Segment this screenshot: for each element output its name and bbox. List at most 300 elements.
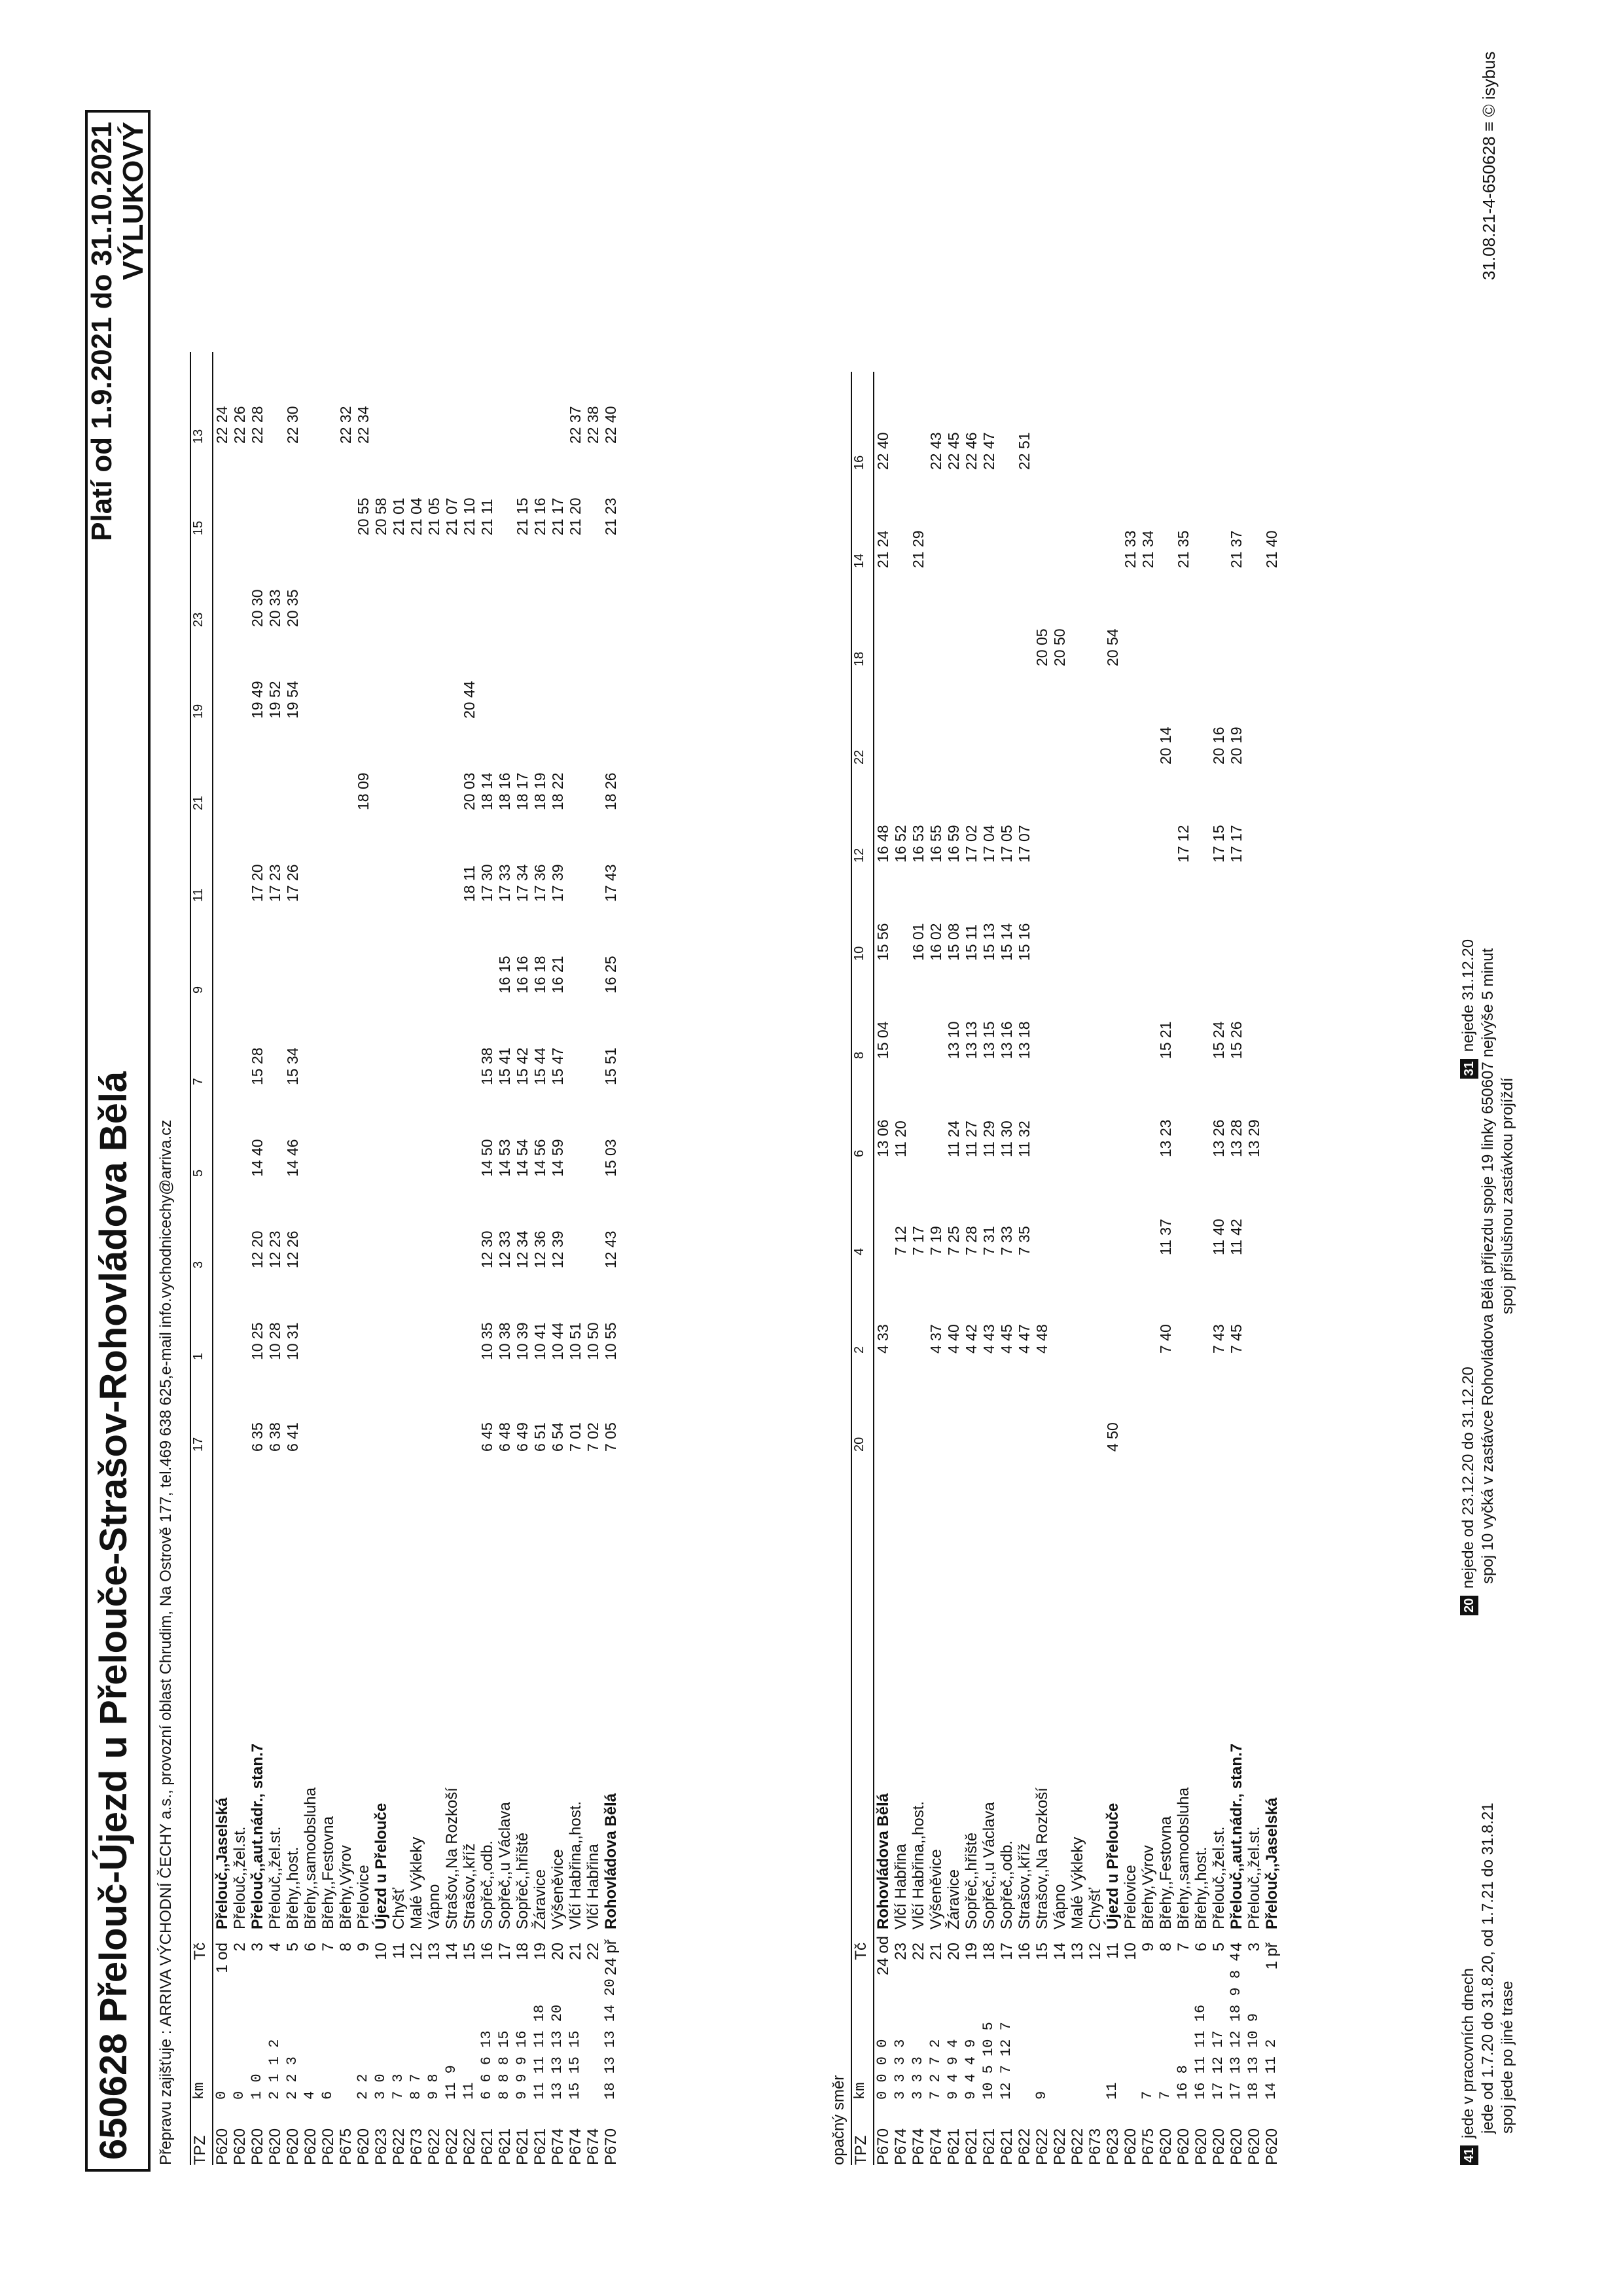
note-connection (1479, 948, 1497, 1584)
departure-time: 15 28 (249, 1047, 266, 1085)
tpz-cell: P674 (567, 2128, 584, 2165)
tc-cell: 2 (231, 1943, 249, 1952)
stop-name: Přelouč,,aut.nádr., stan.7 (1228, 1743, 1245, 1929)
departure-time: 7 19 (927, 1226, 944, 1255)
tpz-cell: P621 (514, 2128, 531, 2165)
km-cell: 8 8 8 15 (496, 2030, 512, 2100)
departure-time: 15 44 (531, 1047, 548, 1085)
note-text: spoj jede po jiné trase (1499, 1981, 1516, 2134)
stop-name: Břehy,Výrov (337, 1845, 355, 1929)
departure-time: 16 55 (927, 825, 944, 863)
departure-time: 20 35 (284, 589, 301, 627)
departure-time: 4 50 (1104, 1422, 1121, 1452)
departure-time: 20 33 (266, 589, 283, 627)
stop-name: Přelouč,,žel.st. (266, 1826, 284, 1929)
departure-time: 14 53 (496, 1139, 513, 1177)
departure-time: 17 02 (963, 825, 980, 863)
tpz-cell: P622 (1069, 2128, 1086, 2165)
stop-name: Újezd u Přelouče (1104, 1803, 1122, 1929)
stop-name: Rohovládova Bělá (874, 1793, 892, 1929)
km-cell: 11 9 (443, 2065, 459, 2100)
departure-time: 14 46 (284, 1139, 301, 1177)
tc-cell: 12 (408, 1943, 425, 1960)
departure-time: 10 55 (602, 1322, 619, 1360)
departure-time: 4 40 (945, 1324, 962, 1354)
note-new-year (1459, 939, 1478, 1079)
departure-time: 22 28 (249, 406, 266, 444)
tc-cell: 21 (927, 1943, 945, 1960)
note-text: spoj 10 vyčká v zastávce Rohovládova Bělá příjezdu spoje 19 linky 650607 nejvýše 5 minut (1479, 948, 1497, 1584)
departure-time: 22 24 (213, 406, 230, 444)
departure-time: 14 56 (531, 1139, 548, 1177)
km-cell: 15 15 15 (567, 2030, 583, 2100)
tpz-cell: P621 (998, 2128, 1016, 2165)
tc-cell: 3 (1245, 1943, 1263, 1952)
tpz-cell: P674 (584, 2128, 602, 2165)
note-text: jede od 1.7.20 do 31.8.20, od 1.7.21 do 31.8.21 (1479, 1803, 1497, 2134)
tpz-cell: P621 (963, 2128, 980, 2165)
departure-time: 16 21 (549, 956, 566, 994)
trip-number: 21 (191, 795, 205, 810)
tc-cell: 24 od (874, 1935, 892, 1975)
tpz-cell: P620 (1157, 2128, 1175, 2165)
trip-number: 18 (852, 651, 866, 666)
tc-cell: 5 (284, 1943, 302, 1952)
km-cell: 17 13 12 18 9 8 4 (1228, 1952, 1244, 2100)
km-cell: 12 7 12 7 (998, 2022, 1014, 2100)
tpz-header: TPZ (191, 2135, 209, 2165)
note-passes-through (1499, 1077, 1517, 1314)
departure-time: 21 34 (1139, 530, 1156, 568)
departure-time: 13 28 (1228, 1119, 1245, 1157)
stop-name: Sopřeč,,hřiště (514, 1832, 531, 1929)
departure-time: 11 37 (1157, 1219, 1174, 1255)
departure-time: 12 34 (514, 1230, 531, 1268)
table-header-row (851, 372, 874, 2165)
departure-time: 21 29 (910, 530, 927, 568)
stop-name: Břehy,,Festovna (1157, 1816, 1175, 1929)
stop-name: Přelovice (1122, 1865, 1139, 1929)
departure-time: 11 27 (963, 1121, 980, 1157)
departure-time: 6 38 (266, 1422, 283, 1452)
tc-cell: 16 (1016, 1943, 1033, 1960)
departure-time: 21 04 (408, 497, 425, 535)
stop-name: Břehy,,host. (1192, 1846, 1210, 1929)
departure-time: 18 26 (602, 772, 619, 810)
departure-time: 10 44 (549, 1322, 566, 1360)
departure-time: 15 24 (1210, 1021, 1227, 1059)
tpz-cell: P622 (390, 2128, 408, 2165)
km-cell: 16 11 11 16 (1192, 2004, 1209, 2100)
stop-name: Malé Výkleky (1069, 1837, 1086, 1929)
departure-time: 22 40 (874, 432, 891, 470)
km-cell: 9 (1033, 2090, 1050, 2100)
departure-time: 12 23 (266, 1230, 283, 1268)
departure-time: 10 51 (567, 1322, 584, 1360)
note-other-route (1499, 1981, 1517, 2134)
km-cell: 0 (213, 2090, 230, 2100)
departure-time: 7 45 (1228, 1324, 1245, 1354)
km-cell: 7 3 (390, 2073, 406, 2100)
tc-cell: 7 (1175, 1943, 1192, 1952)
tpz-cell: P675 (1139, 2128, 1157, 2165)
departure-time: 22 40 (602, 406, 619, 444)
trip-number: 20 (852, 1437, 866, 1452)
tpz-cell: P620 (1210, 2128, 1228, 2165)
tc-cell: 15 (1033, 1943, 1051, 1960)
departure-time: 17 23 (266, 864, 283, 902)
tpz-cell: P622 (443, 2128, 461, 2165)
tpz-cell: P670 (602, 2128, 620, 2165)
tpz-cell: P620 (249, 2128, 266, 2165)
tc-cell: 4 (1228, 1943, 1245, 1952)
note-text: nejede 31.12.20 (1459, 939, 1477, 1052)
km-cell: 4 (302, 2090, 318, 2100)
stop-name: Strašov,,Na Rozkoší (443, 1787, 461, 1929)
departure-time: 21 37 (1228, 530, 1245, 568)
stop-name: Přelouč,,žel.st. (231, 1826, 249, 1929)
departure-time: 17 36 (531, 864, 548, 902)
tpz-cell: P620 (213, 2128, 231, 2165)
tpz-cell: P620 (1228, 2128, 1245, 2165)
departure-time: 22 46 (963, 432, 980, 470)
km-cell: 14 11 2 (1263, 2039, 1279, 2100)
tc-cell: 12 (1086, 1943, 1104, 1960)
km-cell: 9 9 9 16 (514, 2030, 530, 2100)
tc-cell: 1 př (1263, 1943, 1281, 1970)
trip-number: 10 (852, 946, 866, 961)
tc-cell: 17 (998, 1943, 1016, 1960)
tpz-cell: P620 (1122, 2128, 1139, 2165)
tc-header: Tč (852, 1943, 870, 1960)
tc-cell: 18 (980, 1943, 998, 1960)
km-cell: 17 12 17 (1210, 2030, 1226, 2100)
departure-time: 21 10 (461, 497, 478, 535)
tc-cell: 23 (892, 1943, 910, 1960)
tc-header: Tč (191, 1943, 209, 1960)
departure-time: 13 15 (980, 1021, 997, 1059)
departure-time: 4 48 (1033, 1324, 1050, 1354)
departure-time: 17 07 (1016, 825, 1033, 863)
departure-time: 18 22 (549, 772, 566, 810)
departure-time: 22 47 (980, 432, 997, 470)
departure-time: 4 42 (963, 1324, 980, 1354)
departure-time: 13 26 (1210, 1119, 1227, 1157)
departure-time: 15 04 (874, 1021, 891, 1059)
departure-time: 21 35 (1175, 530, 1192, 568)
note-badge: 20 (1460, 1596, 1478, 1615)
departure-time: 17 17 (1228, 825, 1245, 863)
km-cell: 3 3 3 3 (892, 2039, 908, 2100)
departure-time: 20 03 (461, 772, 478, 810)
departure-time: 6 49 (514, 1422, 531, 1452)
departure-time: 21 05 (425, 497, 442, 535)
departure-time: 21 16 (531, 497, 548, 535)
departure-time: 17 04 (980, 825, 997, 863)
departure-time: 11 42 (1228, 1219, 1245, 1255)
stop-name: Výšeněvice (927, 1849, 945, 1929)
header-box (85, 110, 151, 2172)
departure-time: 21 24 (874, 530, 891, 568)
departure-time: 15 38 (478, 1047, 495, 1085)
tc-cell: 24 př (602, 1939, 620, 1975)
departure-time: 14 54 (514, 1139, 531, 1177)
note-text: nejede od 23.12.20 do 31.12.20 (1459, 1367, 1477, 1589)
departure-time: 15 34 (284, 1047, 301, 1085)
trip-number: 7 (191, 1077, 205, 1085)
km-cell: 7 (1139, 2090, 1156, 2100)
departure-time: 7 17 (910, 1226, 927, 1255)
tc-cell: 9 (355, 1943, 372, 1952)
departure-time: 7 05 (602, 1422, 619, 1452)
departure-time: 12 36 (531, 1230, 548, 1268)
stop-name: Žáravice (945, 1869, 963, 1929)
note-badge: 41 (1460, 2145, 1478, 2165)
departure-time: 22 34 (355, 406, 372, 444)
note-christmas (1459, 1367, 1478, 1615)
departure-time: 22 51 (1016, 432, 1033, 470)
departure-time: 22 32 (337, 406, 354, 444)
km-cell: 16 8 (1175, 2065, 1191, 2100)
trip-number: 15 (191, 520, 205, 535)
tc-cell: 4 (266, 1943, 284, 1952)
trip-number: 14 (852, 553, 866, 568)
note-text: spoj příslušnou zastávkou projíždí (1499, 1077, 1516, 1314)
tc-cell: 13 (1069, 1943, 1086, 1960)
departure-time: 16 53 (910, 825, 927, 863)
km-cell: 11 (461, 2082, 477, 2100)
stop-name: Vápno (425, 1884, 443, 1929)
departure-time: 16 18 (531, 956, 548, 994)
departure-time: 19 49 (249, 681, 266, 719)
tc-cell: 6 (302, 1943, 319, 1952)
km-cell: 0 (231, 2090, 247, 2100)
departure-time: 22 37 (567, 406, 584, 444)
departure-time: 19 52 (266, 681, 283, 719)
departure-time: 17 12 (1175, 825, 1192, 863)
stop-name: Přelouč,,Jaselská (1263, 1797, 1281, 1929)
departure-time: 20 14 (1157, 726, 1174, 764)
trip-number: 9 (191, 986, 205, 994)
tpz-cell: P620 (1175, 2128, 1192, 2165)
km-cell: 9 4 4 9 (963, 2039, 979, 2100)
departure-time: 17 05 (998, 825, 1015, 863)
departure-time: 16 25 (602, 956, 619, 994)
km-cell: 2 2 3 (284, 2056, 300, 2100)
departure-time: 17 39 (549, 864, 566, 902)
stop-name: Strašov,,kříž (1016, 1843, 1033, 1929)
departure-time: 16 02 (927, 923, 944, 961)
departure-time: 15 21 (1157, 1021, 1174, 1059)
stop-name: Újezd u Přelouče (372, 1803, 390, 1929)
trip-number: 3 (191, 1261, 205, 1268)
tc-cell: 1 od (213, 1943, 231, 1973)
departure-time: 17 43 (602, 864, 619, 902)
departure-time: 21 17 (549, 497, 566, 535)
tpz-cell: P674 (549, 2128, 567, 2165)
tc-cell: 5 (1210, 1943, 1228, 1952)
departure-time: 4 45 (998, 1324, 1015, 1354)
tpz-header: TPZ (852, 2135, 870, 2165)
tpz-cell: P620 (302, 2128, 319, 2165)
departure-time: 12 39 (549, 1230, 566, 1268)
km-cell: 7 (1157, 2090, 1173, 2100)
departure-time: 20 30 (249, 589, 266, 627)
departure-time: 12 30 (478, 1230, 495, 1268)
tpz-cell: P620 (355, 2128, 372, 2165)
stop-name: Přelovice (355, 1865, 372, 1929)
departure-time: 7 02 (584, 1422, 601, 1452)
km-cell: 9 4 9 4 (945, 2039, 961, 2100)
stop-name: Výšeněvice (549, 1849, 567, 1929)
departure-time: 15 16 (1016, 923, 1033, 961)
stop-name: Přelouč,,Jaselská (213, 1797, 231, 1929)
note-text: jede v pracovních dnech (1459, 1967, 1477, 2139)
operator-line: Přepravu zajišťuje : ARRIVA VÝCHODNÍ ČECHY a.s., provozní oblast Chrudim, Na Ostrově 177, tel.469 638 625,e-mail info.vychodnicechy@arriva.cz (157, 1119, 175, 2165)
tpz-cell: P623 (372, 2128, 390, 2165)
departure-time: 15 47 (549, 1047, 566, 1085)
tc-cell: 10 (1122, 1943, 1139, 1960)
departure-time: 11 40 (1210, 1219, 1227, 1255)
stop-name: Vlčí Habřina (892, 1844, 910, 1929)
trip-number: 6 (852, 1149, 866, 1157)
departure-time: 10 35 (478, 1322, 495, 1360)
stop-name: Strašov,,Na Rozkoší (1033, 1787, 1051, 1929)
tc-cell: 7 (319, 1943, 337, 1952)
departure-time: 4 37 (927, 1324, 944, 1354)
departure-time: 7 43 (1210, 1324, 1227, 1354)
stop-name: Žáravice (531, 1869, 549, 1929)
validity-block (86, 122, 149, 541)
departure-time: 18 17 (514, 772, 531, 810)
departure-time: 4 43 (980, 1324, 997, 1354)
km-cell: 2 2 (355, 2073, 371, 2100)
tc-cell: 11 (1104, 1943, 1122, 1959)
stop-name: Břehy,,samoobsluha (302, 1787, 319, 1929)
departure-time: 21 20 (567, 497, 584, 535)
tpz-cell: P621 (945, 2128, 963, 2165)
tc-cell: 3 (249, 1943, 266, 1952)
tc-cell: 19 (531, 1943, 549, 1960)
departure-time: 15 41 (496, 1047, 513, 1085)
departure-time: 10 31 (284, 1322, 301, 1360)
departure-time: 22 38 (584, 406, 601, 444)
trip-number: 17 (191, 1437, 205, 1452)
tpz-cell: P620 (319, 2128, 337, 2165)
departure-time: 11 24 (945, 1121, 962, 1157)
tc-cell: 17 (496, 1943, 514, 1960)
km-cell: 11 (1104, 2082, 1120, 2100)
departure-time: 10 38 (496, 1322, 513, 1360)
tc-cell: 8 (1157, 1943, 1175, 1952)
departure-time: 11 29 (980, 1121, 997, 1157)
departure-time: 13 16 (998, 1021, 1015, 1059)
departure-time: 4 47 (1016, 1324, 1033, 1354)
km-cell: 0 0 0 0 (874, 2039, 891, 2100)
tc-cell: 18 (514, 1943, 531, 1960)
tc-cell: 6 (1192, 1943, 1210, 1952)
departure-time: 4 33 (874, 1324, 891, 1354)
departure-time: 6 45 (478, 1422, 495, 1452)
tpz-cell: P620 (1245, 2128, 1263, 2165)
table-header-row (190, 352, 213, 2165)
departure-time: 14 40 (249, 1139, 266, 1177)
stop-name: Sopřeč,,u Václava (980, 1802, 998, 1929)
departure-time: 12 33 (496, 1230, 513, 1268)
tc-cell: 20 (945, 1943, 963, 1960)
stop-name: Přelouč,,žel.st. (1210, 1826, 1228, 1929)
departure-time: 16 59 (945, 825, 962, 863)
departure-time: 19 54 (284, 681, 301, 719)
departure-time: 14 50 (478, 1139, 495, 1177)
trip-number: 12 (852, 848, 866, 863)
departure-time: 13 29 (1245, 1119, 1262, 1157)
footer-code: 31.08.21-4-650628 ≡ © isybus (1479, 51, 1499, 280)
note-summer (1479, 1803, 1497, 2134)
departure-time: 20 50 (1051, 628, 1068, 666)
trip-number: 23 (191, 612, 205, 627)
tpz-cell: P622 (1016, 2128, 1033, 2165)
stop-name: Sopřeč,,hřiště (963, 1832, 980, 1929)
validity-type: VÝLUKOVÝ (117, 122, 149, 281)
stop-name: Chyšť (390, 1888, 408, 1929)
tpz-cell: P621 (980, 2128, 998, 2165)
departure-time: 12 26 (284, 1230, 301, 1268)
tpz-cell: P622 (1051, 2128, 1069, 2165)
departure-time: 16 16 (514, 956, 531, 994)
departure-time: 21 23 (602, 497, 619, 535)
stop-name: Strašov,,kříž (461, 1843, 478, 1929)
departure-time: 15 56 (874, 923, 891, 961)
tpz-cell: P622 (425, 2128, 443, 2165)
stop-name: Vlčí Habřina (584, 1844, 602, 1929)
departure-time: 17 15 (1210, 825, 1227, 863)
departure-time: 15 08 (945, 923, 962, 961)
tc-cell: 22 (910, 1943, 927, 1960)
km-cell: 6 6 6 13 (478, 2030, 495, 2100)
tpz-cell: P621 (496, 2128, 514, 2165)
departure-time: 17 30 (478, 864, 495, 902)
validity-dates: Platí od 1.9.2021 do 31.10.2021 (86, 122, 118, 541)
departure-time: 21 07 (443, 497, 460, 535)
departure-time: 7 31 (980, 1226, 997, 1255)
departure-time: 20 05 (1033, 628, 1050, 666)
stop-name: Přelouč,,aut.nádr., stan.7 (249, 1743, 266, 1929)
departure-time: 18 14 (478, 772, 495, 810)
km-cell: 9 8 (425, 2073, 442, 2100)
stop-name: Břehy,Výrov (1139, 1845, 1157, 1929)
departure-time: 15 03 (602, 1139, 619, 1177)
stop-name: Sopřeč,,odb. (478, 1840, 496, 1929)
tc-cell: 22 (584, 1943, 602, 1960)
tc-cell: 10 (372, 1943, 390, 1960)
tc-cell: 15 (461, 1943, 478, 1960)
km-header: km (191, 2082, 207, 2100)
departure-time: 22 45 (945, 432, 962, 470)
trip-number: 22 (852, 749, 866, 764)
departure-time: 13 13 (963, 1021, 980, 1059)
departure-time: 12 43 (602, 1230, 619, 1268)
departure-time: 15 42 (514, 1047, 531, 1085)
departure-time: 13 06 (874, 1119, 891, 1157)
departure-time: 10 25 (249, 1322, 266, 1360)
departure-time: 17 33 (496, 864, 513, 902)
tc-cell: 14 (1051, 1943, 1069, 1960)
departure-time: 15 26 (1228, 1021, 1245, 1059)
departure-time: 21 01 (390, 497, 407, 535)
tc-cell: 19 (963, 1943, 980, 1960)
departure-time: 18 19 (531, 772, 548, 810)
